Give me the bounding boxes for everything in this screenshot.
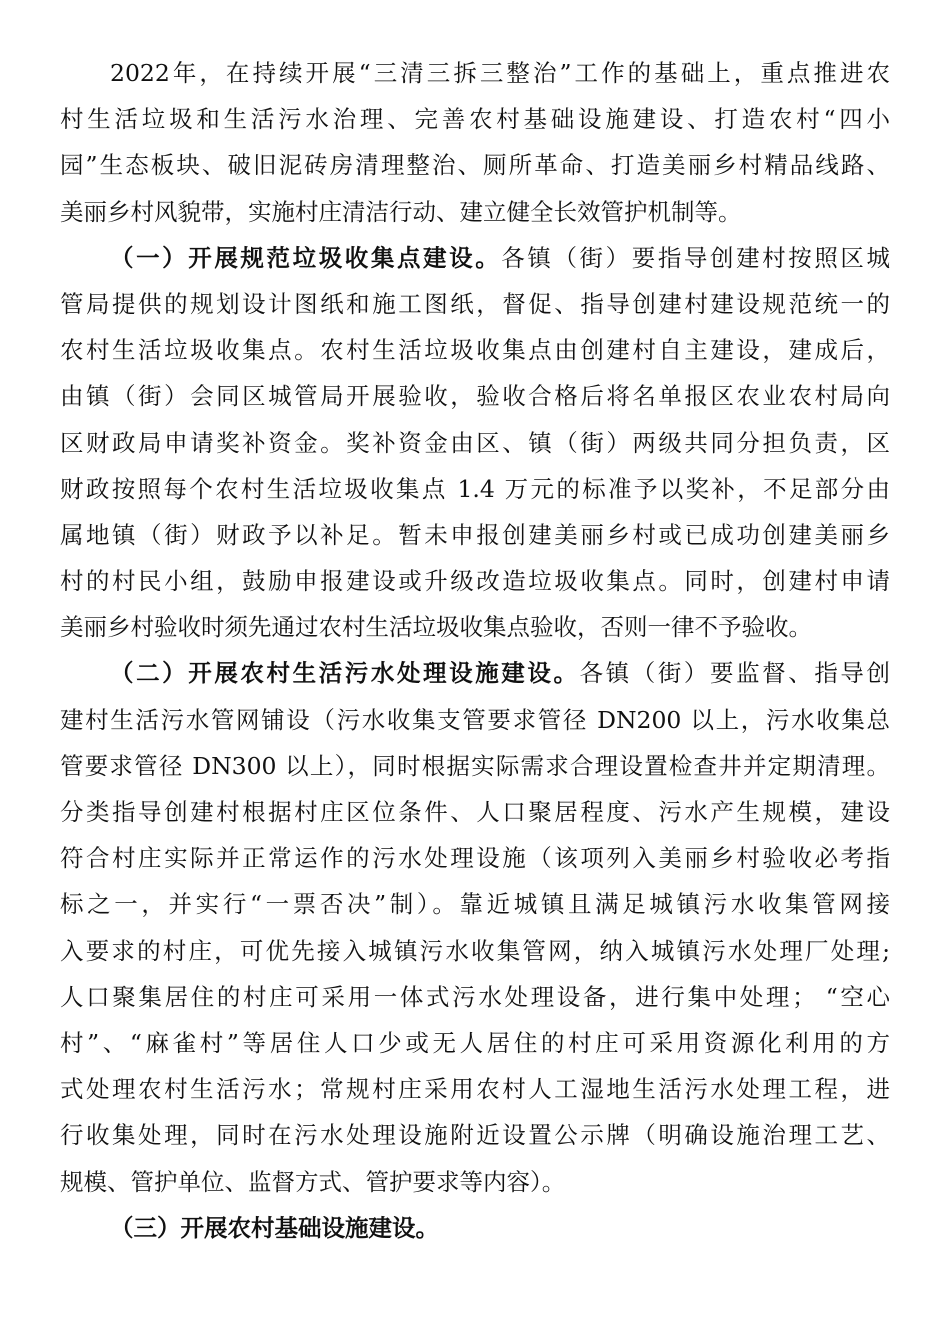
paragraph-line: [60, 1205, 890, 1251]
paragraph-text: 各镇（街）要监督、指导创: [579, 659, 890, 688]
section-heading: （一）开展规范垃圾收集点建设。: [110, 243, 502, 272]
paragraph-line: 园”生态板块、破旧泥砖房清理整治、厕所革命、打造美丽乡村精品线路、: [60, 151, 890, 180]
intro-paragraph: [60, 50, 890, 235]
paragraph-line: 村的村民小组，鼓励申报建设或升级改造垃圾收集点。同时，创建村申请: [60, 567, 890, 596]
section-garbage-collection: [60, 235, 890, 651]
paragraph-line: 2022年，在持续开展“三清三拆三整治”工作的基础上，重点推进农: [110, 59, 890, 87]
paragraph-line: 美丽乡村风貌带，实施村庄清洁行动、建立健全长效管护机制等。: [60, 197, 742, 226]
paragraph-line: 分类指导创建村根据村庄区位条件、人口聚居程度、污水产生规模，建设: [60, 798, 890, 826]
paragraph-line: 符合村庄实际并正常运作的污水处理设施（该项列入美丽乡村验收必考指: [60, 844, 890, 873]
paragraph-line: 行收集处理，同时在污水处理设施附近设置公示牌（明确设施治理工艺、: [60, 1121, 890, 1150]
paragraph-line: 属地镇（街）财政予以补足。暂未申报创建美丽乡村或已成功创建美丽乡: [60, 520, 890, 549]
paragraph-line: 美丽乡村验收时须先通过农村生活垃圾收集点验收，否则一律不予验收。: [60, 613, 812, 642]
paragraph-line: 建村生活污水管网铺设（污水收集支管要求管径 DN200 以上，污水收集总: [60, 705, 890, 734]
paragraph-line: 入要求的村庄，可优先接入城镇污水收集管网，纳入城镇污水处理厂处理;: [60, 936, 890, 965]
paragraph-line: 规模、管护单位、监督方式、管护要求等内容）。: [60, 1167, 566, 1196]
paragraph-line: 农村生活垃圾收集点。农村生活垃圾收集点由创建村自主建设，建成后，: [60, 336, 890, 365]
paragraph-line: 人口聚集居住的村庄可采用一体式污水处理设备，进行集中处理； “空心: [60, 982, 890, 1011]
paragraph-line: 标之一，并实行“一票否决”制）。靠近城镇且满足城镇污水收集管网接: [60, 890, 890, 919]
paragraph-line: 区财政局申请奖补资金。奖补资金由区、镇（街）两级共同分担负责，区: [60, 428, 890, 457]
paragraph-line: 式处理农村生活污水；常规村庄采用农村人工湿地生活污水处理工程，进: [60, 1075, 890, 1104]
paragraph-line: 村”、“麻雀村”等居住人口少或无人居住的村庄可采用资源化利用的方: [60, 1028, 890, 1057]
section-infrastructure: [60, 1205, 890, 1251]
paragraph-line: 村生活垃圾和生活污水治理、完善农村基础设施建设、打造农村“四小: [60, 105, 890, 134]
paragraph-line: 财政按照每个农村生活垃圾收集点 1.4 万元的标准予以奖补，不足部分由: [60, 474, 890, 503]
section-sewage-treatment: [60, 650, 890, 1204]
section-heading: （三）开展农村基础设施建设。: [110, 1213, 439, 1242]
paragraph-line: [60, 235, 890, 281]
paragraph-line: [60, 650, 890, 696]
paragraph-line: 管要求管径 DN300 以上），同时根据实际需求合理设置检查井并定期清理。: [60, 751, 890, 780]
paragraph-text: 各镇（街）要指导创建村按照区城: [501, 243, 890, 272]
document-body: [60, 50, 890, 1251]
section-heading: （二）开展农村生活污水处理设施建设。: [110, 659, 580, 688]
paragraph-line: 由镇（街）会同区城管局开展验收，验收合格后将名单报区农业农村局向: [60, 382, 890, 411]
paragraph-line: 管局提供的规划设计图纸和施工图纸，督促、指导创建村建设规范统一的: [60, 289, 890, 318]
